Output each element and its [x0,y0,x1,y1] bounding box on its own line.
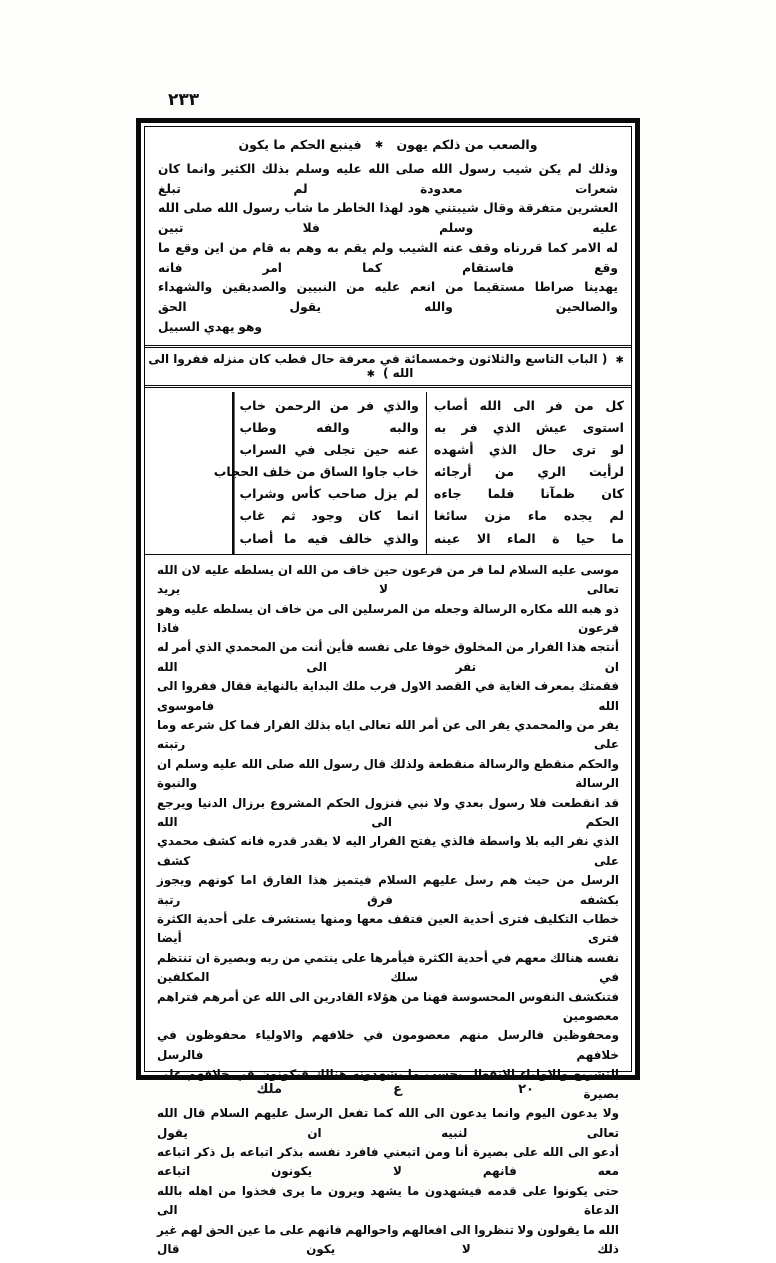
prose-top-line: العشرين متفرقة وقال شيبتني هود لهذا الخاطر ما شاب رسول الله صلى الله عليه وسلم فلا تبين [158,201,618,236]
chapter-title-text: ( الباب التاسع والثلاثون وخمسمائة في معرفة حال قطب كان منزله ففروا الى الله ) [148,351,608,380]
footer-marks [136,1082,640,1112]
poem-column-empty-margin [145,392,232,554]
poem-line: والذي خالف فيه ما أصاب [239,530,419,546]
body-prose-line: نفسه هنالك معهم في أحدية الكثرة فيأمرها على ينتمي من ربه وبصيرة ان تنتظم في سلك المكلفين [157,950,619,985]
body-prose-line: يفر من والمحمدي يفر الى عن أمر الله تعالى اياه بذلك الفرار فما كل شرعه وما على رتبته [157,717,619,752]
body-prose-line: الرسل من حيث هم رسل عليهم السلام فيتميز هذا الفارق اما كونهم ويجوز بكشفه فرق رتبة [157,873,619,907]
poem-column-second-hemistichs [213,392,427,554]
poem-line: عنه حين تجلى في السراب [239,441,419,457]
poem-line: استوى عيش الذي فر به [433,419,624,435]
couplet-separator-ornament: ✱ [374,140,384,151]
prose-top-line: يهدينا صراطا مستقيما من انعم عليه من النبيين والصديقين والشهداء والصالحين والله يقول الحق [158,280,618,315]
chapter-heading-band-inner [145,347,631,386]
body-prose-line: والحكم منقطع والرسالة منقطعة ولذلك قال رسول الله صلى الله عليه وسلم ان الرسالة والنبوة [157,756,619,791]
poem-line: والبه والفه وطاب [239,419,419,435]
body-prose-line: فقمتك بمعرف الغاية في القصد الاول فرب ملك البداية بالنهاية فقال ففروا الى الله فاموسوى [157,679,619,713]
poem-line: والذي فر من الرحمن خاب [239,397,419,413]
poem-line: ما حيا ة الماء الا عينه [433,530,624,546]
catchword: ملك [256,1082,282,1097]
poem-line: كان ظمآنا فلما جاءه [433,486,624,502]
chapter-heading-band [145,345,631,388]
poem-line: لم يزل صاحب كأس وشراب [239,486,419,502]
prose-top-line: وهو يهدي السبيل [158,319,262,334]
body-prose-line: أنتجه هذا الفرار من المخلوق خوفا على نفسه فأين أنت من المحمدي الذي أمر له ان تفر الى الله [157,640,619,674]
body-prose-line: قد انقطعت فلا رسول بعدي ولا نبي فنزول الحكم المشروع برزال الدنيا ويرجع الحكم الى الله [157,795,619,830]
chapter-title [145,352,631,380]
body-prose-line: أدعو الى الله على بصيرة أنا ومن اتبعني فافرد نفسه بذكر اتباعه بل ذكر اتباعه معه فانهم لا يكونون اتباعه [157,1144,619,1179]
body-prose-line: فتنكشف النفوس المحسوسة فهنا من هؤلاء القادرين الى الله عن أمرهم فتراهم معصومين [157,989,619,1024]
star-ornament-icon: ✱ [615,354,624,366]
star-ornament-icon: ✱ [366,368,375,380]
prose-top-line: له الامر كما قررناه وقف عنه الشيب ولم يقم به وهم به قام من اين وقع ما وقع فاستقام كما امر فانه [158,240,618,275]
body-prose-line: ولا يدعون اليوم وانما يدعون الى الله كما تفعل الرسل عليهم السلام قال الله تعالى لنبيه ان يقول [157,1106,619,1140]
body-prose-line: خطاب التكليف فترى أحدية العين فتقف معها ومنها يستشرف على أحدية الكثرة فترى أيضا [157,912,619,946]
couplet-hemistich-left: والصعب من ذلكم يهون [396,137,538,152]
body-prose-line: الذي نفر اليه بلا واسطة فالذي يفتح الفرار اليه لا بقدر قدره فانه كشف محمدي على كشف [157,834,619,868]
prose-top-line: وذلك لم يكن شيب رسول الله صلى الله عليه وسلم بذلك الكثير وانما كان شعرات معدودة لم تبلغ [158,161,618,196]
body-prose-line: التشريع وللاولياء الانفعال بحسب ما يشهدونه هنالك فيكونون في خلافهم على بصيرة [157,1067,619,1101]
body-prose-line: حتى يكونوا على قدمه فيشهدون ما يشهد ويرون ما يرى فخذوا من اهله بالله الدعاة الى [157,1183,619,1218]
quire-letter: ع [393,1082,402,1097]
page-number: ٢٣٣ [168,90,200,110]
opening-couplet [145,127,631,159]
quire-number: ٢٠ [518,1082,534,1097]
poem-line: لو ترى حال الذي أشهده [433,441,624,457]
body-prose-block [145,555,631,1263]
poem-line: لرأيت الري من أرجائه [433,464,624,480]
poem-line: خاب جاوا الساق من خلف الحجاب [213,464,419,480]
poem-table [145,390,631,555]
body-prose-line: ومحفوظين فالرسل منهم معصومون في خلافهم والاولياء محفوظون في خلافهم فالرسل [157,1028,619,1062]
couplet-hemistich-right: فينبع الحكم ما يكون [238,137,362,152]
poem-line: انما كان وجود ثم غاب [239,508,419,524]
body-prose-line: الله ما يقولون ولا تنظروا الى افعالهم واحوالهم فانهم على ما عين الحق لهم غير ذلك لا يكون قال [157,1222,619,1256]
body-prose-line: موسى عليه السلام لما فر من فرعون حين خاف من الله ان يسلطه عليه لان الله تعالى لا يريد [157,562,619,597]
poem-column-first-hemistichs [427,392,631,554]
prose-top-block [145,159,631,343]
poem-line: لم يجده ماء مزن سائغا [433,508,624,524]
body-prose-line: ذو هبه الله مكاره الرسالة وجعله من المرسلين الى من خاف ان يسلطه عليه وهو فرعون فاذا [157,601,619,635]
poem-line: كل من فر الى الله أصاب [433,397,624,413]
